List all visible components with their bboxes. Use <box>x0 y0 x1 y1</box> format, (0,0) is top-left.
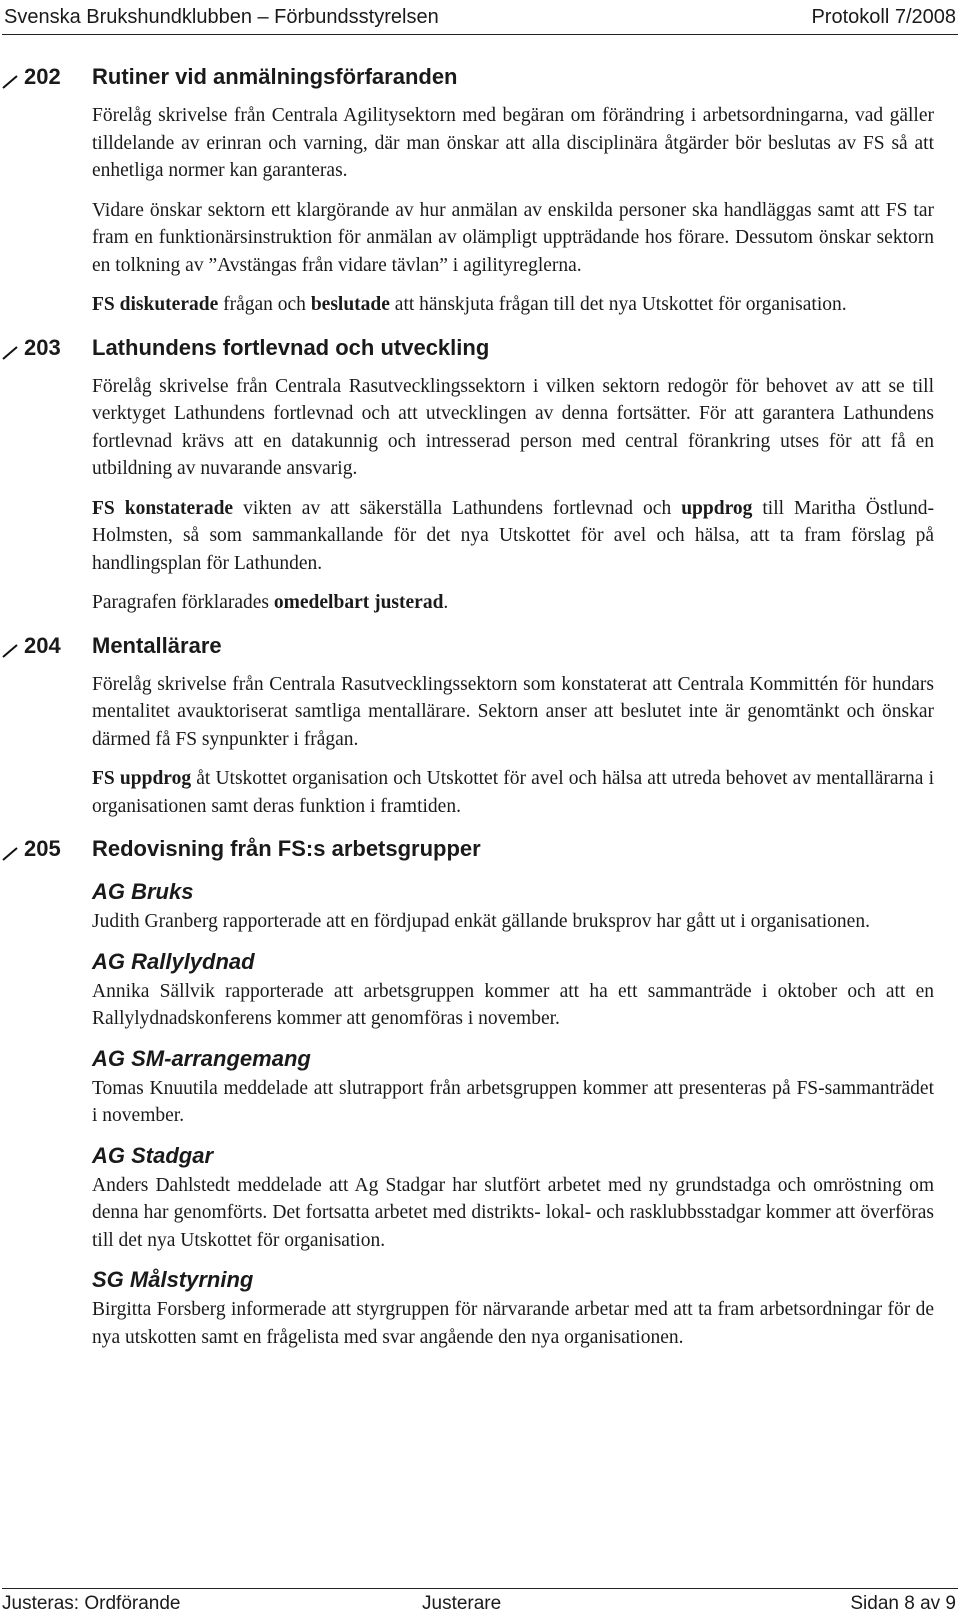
paragraph: Förelåg skrivelse från Centrala Rasutvecklingssektorn i vilken sektorn redogör för behovet av att se till verktyget Lathundens fortlevnad och att utvecklingen av denna fortsätter. För att garantera Lathundens fortlevnad krävs att en datakunnig och intresserad person med central förankring utses för att få en utbildning av nuvarande ansvarig. <box>92 375 934 479</box>
subsection-heading: SG Målstyrning <box>92 1267 254 1292</box>
subsection-heading: AG SM-arrangemang <box>92 1045 311 1071</box>
section-symbol-icon <box>2 345 18 361</box>
decision-paragraph <box>92 495 934 578</box>
text-run: åt Utskottet organisation och Utskottet för avel och hälsa att utreda behovet av mentallärarna i organisationen samt deras funktion i framtiden. <box>92 768 934 817</box>
section-203 <box>0 331 960 617</box>
text-run: att hänskjuta frågan till det nya Utskottet för organisation. <box>389 294 847 315</box>
header-protocol: Protokoll 7/2008 <box>811 5 956 28</box>
section-number: 205 <box>24 836 61 861</box>
subsection-heading: AG Rallylydnad <box>92 948 255 974</box>
paragraph: Anders Dahlstedt meddelade att Ag Stadgar har slutfört arbetet med ny grundstadga och omröstning om denna har genomförts. Det fortsatta arbetet med distrikts- lokal- och rasklubbsstadgar kommer att överföras till det nya Utskottet för organisation. <box>92 1174 934 1251</box>
section-title: Lathundens fortlevnad och utveckling <box>92 334 490 360</box>
paragraph: Förelåg skrivelse från Centrala Rasutvecklingssektorn som konstaterat att Centrala Kommittén för hundars mentalitet avauktoriserat samtliga mentallärare. Sektorn anser att beslutet inte är genomtänkt och önskar därmed få FS synpunkter i frågan. <box>92 673 934 750</box>
text-run: till Maritha Östlund-Holmsten, så som sammankallande för det nya Utskottet för avel och hälsa, att ta fram förslag på handlingsplan för Lathunden. <box>92 497 934 574</box>
working-group-ag-bruks <box>92 878 934 936</box>
section-header <box>24 832 934 874</box>
section-number: 202 <box>24 64 61 89</box>
text-run: vikten av att säkerställa Lathundens fortlevnad och <box>233 497 682 519</box>
text-run: . <box>443 592 449 613</box>
text-run: Paragrafen förklarades <box>92 592 274 613</box>
section-symbol-icon <box>2 643 18 659</box>
document-body <box>0 60 960 1363</box>
section-title: Rutiner vid anmälningsförfaranden <box>92 64 458 89</box>
working-group-ag-stadgar <box>92 1142 934 1255</box>
section-symbol-icon <box>2 846 18 862</box>
working-group-sg-malstyrning <box>92 1266 934 1351</box>
section-title: Mentallärare <box>92 632 222 658</box>
section-title: Redovisning från FS:s arbetsgrupper <box>92 836 481 861</box>
bold-phrase: uppdrog <box>681 497 753 519</box>
bold-phrase: FS diskuterade <box>92 294 219 315</box>
paragraph: Vidare önskar sektorn ett klargörande av hur anmälan av enskilda personer ska handläggas samt att FS tar fram en funktionärsinstruktion för anmälan av olämpligt uppträdande hos förare. Dessutom önskar sektorn en tolkning av ”Avstängas från vidare tävlan” i agilityreglerna. <box>92 199 934 276</box>
page-footer <box>2 1588 958 1618</box>
section-205 <box>0 832 960 1351</box>
paragraph: Annika Sällvik rapporterade att arbetsgruppen kommer att ha ett sammanträde i oktober och att en Rallylydnadskonferens kommer att genomföras i november. <box>92 980 934 1029</box>
footer-page-number: Sidan 8 av 9 <box>850 1592 956 1614</box>
header-org: Svenska Brukshundklubben – Förbundsstyrelsen <box>4 5 439 28</box>
section-number: 204 <box>24 632 61 658</box>
subsection-heading: AG Stadgar <box>92 1142 214 1168</box>
subsection-heading: AG Bruks <box>92 879 194 904</box>
section-number: 203 <box>24 334 61 360</box>
paragraph: Judith Granberg rapporterade att en fördjupad enkät gällande bruksprov har gått ut i organisationen. <box>92 911 870 932</box>
section-symbol-icon <box>2 74 18 90</box>
paragraph: Birgitta Forsberg informerade att styrgruppen för närvarande arbetar med att ta fram arbetsordningar för de nya utskotten samt en frågelista med svar angående den nya organisationen. <box>92 1299 934 1348</box>
section-header <box>24 331 934 373</box>
bold-phrase: FS konstaterade <box>92 497 234 519</box>
section-header <box>24 629 934 671</box>
page-header <box>2 0 958 35</box>
section-202 <box>0 60 960 319</box>
decision-paragraph <box>92 291 934 319</box>
working-group-ag-sm-arrangemang <box>92 1045 934 1130</box>
footer-adjuster-signature: Justerare <box>422 1592 502 1614</box>
decision-paragraph <box>92 765 934 820</box>
bold-phrase: omedelbart justerad <box>273 592 444 613</box>
paragraph: Tomas Knuutila meddelade att slutrapport från arbetsgruppen kommer att presenteras på FS-sammanträdet i november. <box>92 1077 934 1126</box>
footer-chair-signature: Justeras: Ordförande <box>2 1592 181 1614</box>
text-run: frågan och <box>218 294 311 315</box>
paragraph: Förelåg skrivelse från Centrala Agilitysektorn med begäran om förändring i arbetsordningarna, vad gäller tilldelande av erinran och varning, där man önskar att alla disciplinära åtgärder bör beslutas av FS så att enhetliga normer kan garanteras. <box>92 105 934 181</box>
section-header <box>24 60 934 102</box>
bold-phrase: beslutade <box>310 294 390 315</box>
working-group-ag-rallylydnad <box>92 948 934 1033</box>
bold-phrase: FS uppdrog <box>92 768 192 789</box>
section-204 <box>0 629 960 821</box>
justification-paragraph <box>92 589 934 617</box>
